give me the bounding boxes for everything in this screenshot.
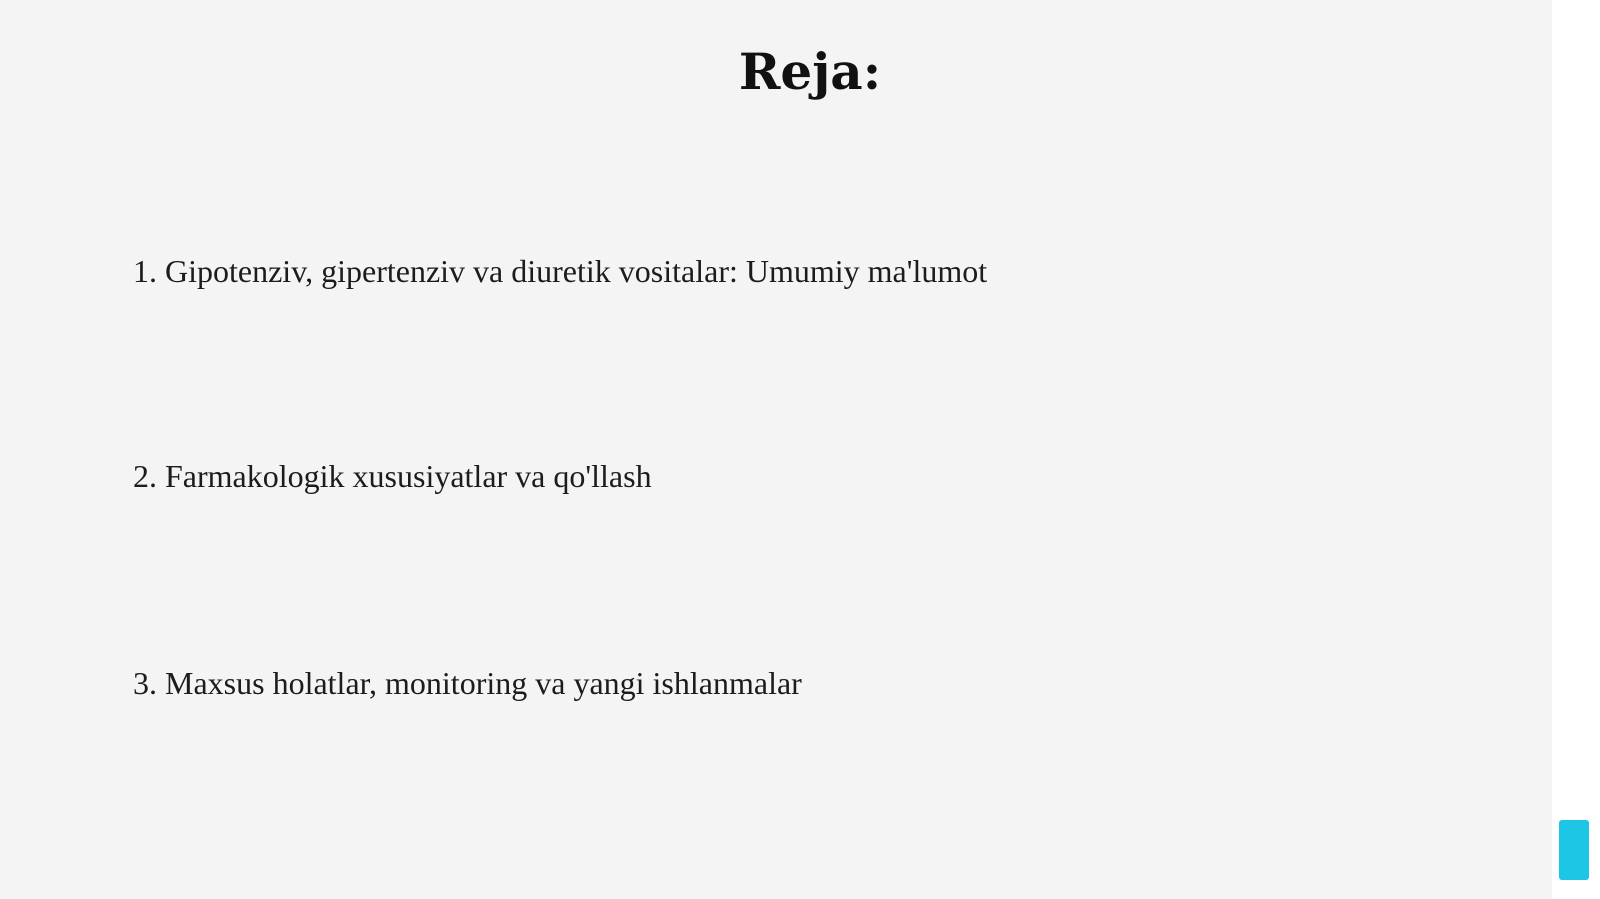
scroll-track[interactable] (1552, 0, 1600, 899)
slide-title: Reja: (738, 42, 882, 101)
scroll-thumb[interactable] (1559, 820, 1589, 880)
plan-item-3: 3. Maxsus holatlar, monitoring va yangi ishlanmalar (133, 665, 802, 701)
plan-item-2: 2. Farmakologik xususiyatlar va qo'llash (133, 458, 652, 494)
plan-item-1: 1. Gipotenziv, gipertenziv va diuretik vositalar: Umumiy ma'lumot (133, 253, 988, 289)
